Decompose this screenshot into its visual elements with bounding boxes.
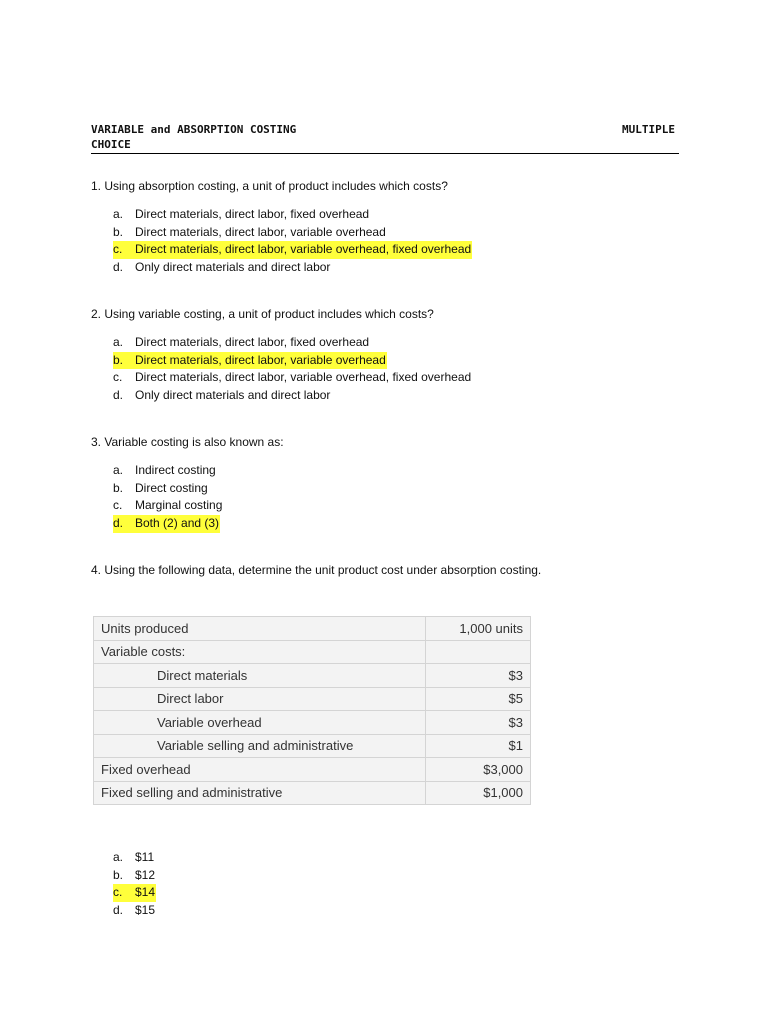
option-text: Direct materials, direct labor, variable overhead <box>135 224 386 239</box>
option-4b <box>113 867 156 885</box>
option-letter: b. <box>113 224 124 239</box>
option-3c <box>113 497 222 515</box>
row-value: $3 <box>426 664 531 688</box>
row-value: $3 <box>426 711 531 735</box>
option-letter: a. <box>113 850 124 864</box>
option-letter: d. <box>113 516 124 531</box>
question-1-options <box>113 206 472 277</box>
option-4c-correct <box>113 884 156 902</box>
option-2c <box>113 369 471 387</box>
question-2-options <box>113 334 471 405</box>
answer-highlight <box>113 241 472 259</box>
document-header <box>91 122 679 154</box>
document-type-label: MULTIPLE <box>622 123 675 136</box>
row-value: $1,000 <box>426 781 531 805</box>
option-text: Only direct materials and direct labor <box>135 260 331 275</box>
row-label: Fixed overhead <box>94 758 426 782</box>
option-3d-correct <box>113 515 222 533</box>
table-row <box>94 664 531 688</box>
option-letter: d. <box>113 260 124 275</box>
option-3b <box>113 480 222 498</box>
option-letter: c. <box>113 370 123 385</box>
option-text: $11 <box>135 850 155 864</box>
question-2: 2. Using variable costing, a unit of product includes which costs? <box>91 307 434 321</box>
row-value: $1 <box>426 734 531 758</box>
question-4: 4. Using the following data, determine the unit product cost under absorption costing. <box>91 563 542 577</box>
option-text: Both (2) and (3) <box>135 516 220 531</box>
row-label: Variable overhead <box>94 711 426 735</box>
document-title-line1: VARIABLE and ABSORPTION COSTING <box>91 123 297 136</box>
option-letter: b. <box>113 352 124 367</box>
option-letter: c. <box>113 498 123 513</box>
table-row <box>94 781 531 805</box>
row-label: Direct materials <box>94 664 426 688</box>
option-text: Direct materials, direct labor, variable overhead, fixed overhead <box>135 242 472 257</box>
question-3-options <box>113 462 222 533</box>
question-3: 3. Variable costing is also known as: <box>91 435 284 449</box>
option-2d <box>113 387 471 405</box>
table-row <box>94 617 531 641</box>
option-1d <box>113 259 472 277</box>
table-row <box>94 640 531 664</box>
question-1: 1. Using absorption costing, a unit of product includes which costs? <box>91 179 448 193</box>
option-1b <box>113 224 472 242</box>
option-letter: a. <box>113 335 124 349</box>
option-text: $15 <box>135 903 156 918</box>
option-letter: b. <box>113 480 124 495</box>
row-label: Units produced <box>94 617 426 641</box>
option-text: Direct materials, direct labor, variable overhead <box>135 352 386 367</box>
row-value: 1,000 units <box>426 617 531 641</box>
row-value <box>426 640 531 664</box>
option-2b-correct <box>113 352 471 370</box>
option-letter: d. <box>113 388 124 403</box>
table-row <box>94 711 531 735</box>
answer-highlight <box>113 884 156 902</box>
answer-highlight <box>113 352 387 370</box>
option-1c-correct <box>113 241 472 259</box>
option-2a <box>113 334 471 352</box>
option-text: Direct costing <box>135 480 208 495</box>
option-letter: a. <box>113 463 124 477</box>
row-label: Variable costs: <box>94 640 426 664</box>
option-text: Direct materials, direct labor, fixed overhead <box>135 335 370 349</box>
option-letter: b. <box>113 867 124 882</box>
cost-data-table <box>93 616 531 805</box>
question-4-options <box>113 849 156 920</box>
row-value: $5 <box>426 687 531 711</box>
option-letter: a. <box>113 207 124 221</box>
document-title <box>91 122 351 152</box>
option-text: Indirect costing <box>135 463 216 477</box>
row-label: Fixed selling and administrative <box>94 781 426 805</box>
row-label: Direct labor <box>94 687 426 711</box>
option-text: $14 <box>135 885 156 900</box>
table-row <box>94 687 531 711</box>
option-text: Direct materials, direct labor, variable overhead, fixed overhead <box>135 370 472 385</box>
option-text: Only direct materials and direct labor <box>135 388 331 403</box>
row-value: $3,000 <box>426 758 531 782</box>
table-row <box>94 734 531 758</box>
option-letter: c. <box>113 885 123 900</box>
option-text: Marginal costing <box>135 498 223 513</box>
option-letter: d. <box>113 903 124 918</box>
option-letter: c. <box>113 242 123 257</box>
option-1a <box>113 206 472 224</box>
row-label: Variable selling and administrative <box>94 734 426 758</box>
option-3a <box>113 462 222 480</box>
table-row <box>94 758 531 782</box>
option-4a <box>113 849 156 867</box>
answer-highlight <box>113 515 220 533</box>
document-title-line2: CHOICE <box>91 138 131 151</box>
option-text: Direct materials, direct labor, fixed overhead <box>135 207 370 221</box>
option-text: $12 <box>135 867 156 882</box>
option-4d <box>113 902 156 920</box>
